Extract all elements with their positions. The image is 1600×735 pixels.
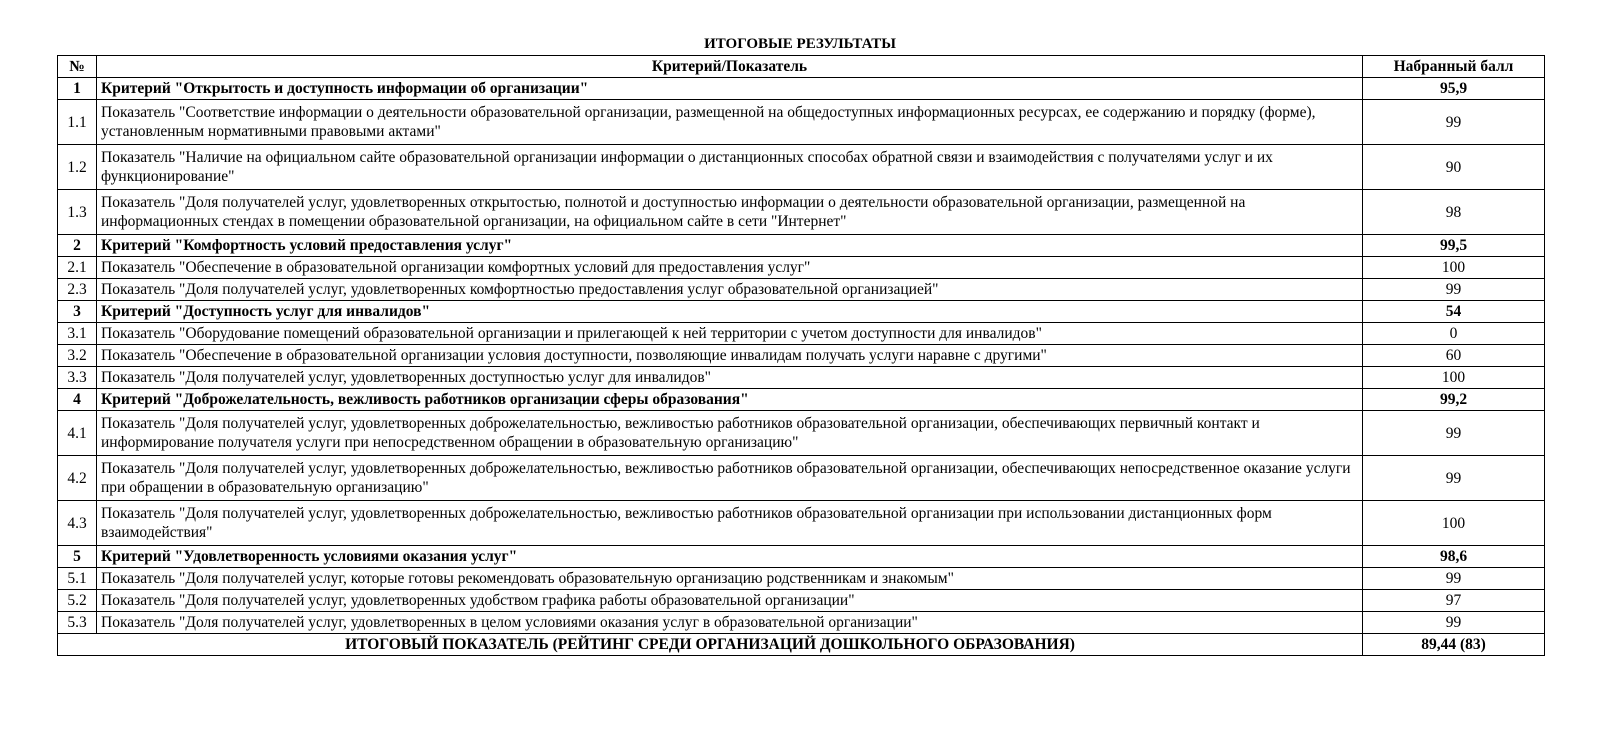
row-number: 2.1 xyxy=(58,257,97,279)
indicator-row xyxy=(58,612,1545,634)
row-number: 2.3 xyxy=(58,279,97,301)
row-text: Показатель "Доля получателей услуг, удовлетворенных удобством графика работы образовательной организации" xyxy=(97,590,1363,612)
indicator-row xyxy=(58,568,1545,590)
indicator-row xyxy=(58,145,1545,190)
row-number: 2 xyxy=(58,235,97,257)
criterion-row xyxy=(58,546,1545,568)
indicator-row xyxy=(58,279,1545,301)
row-text: Критерий "Комфортность условий предоставления услуг" xyxy=(97,235,1363,257)
row-score: 98,6 xyxy=(1363,546,1545,568)
row-score: 99 xyxy=(1363,279,1545,301)
row-text: Показатель "Доля получателей услуг, удовлетворенных доступностью услуг для инвалидов" xyxy=(97,367,1363,389)
indicator-row xyxy=(58,501,1545,546)
row-text: Показатель "Доля получателей услуг, удовлетворенных в целом условиями оказания услуг в образовательной организации" xyxy=(97,612,1363,634)
row-score: 97 xyxy=(1363,590,1545,612)
row-score: 99,5 xyxy=(1363,235,1545,257)
indicator-row xyxy=(58,411,1545,456)
row-number: 4 xyxy=(58,389,97,411)
row-score: 100 xyxy=(1363,501,1545,546)
row-text: Показатель "Доля получателей услуг, удовлетворенных комфортностью предоставления услуг образовательной организацией" xyxy=(97,279,1363,301)
row-text: Показатель "Обеспечение в образовательной организации комфортных условий для предоставления услуг" xyxy=(97,257,1363,279)
row-text: Показатель "Наличие на официальном сайте образовательной организации информации о дистанционных способах обратной связи и взаимодействия с получателями услуг и их функционирование" xyxy=(97,145,1363,190)
row-number: 4.3 xyxy=(58,501,97,546)
row-number: 5 xyxy=(58,546,97,568)
row-score: 99 xyxy=(1363,612,1545,634)
row-number: 5.1 xyxy=(58,568,97,590)
indicator-row xyxy=(58,367,1545,389)
row-score: 95,9 xyxy=(1363,78,1545,100)
criterion-row xyxy=(58,235,1545,257)
row-number: 3.3 xyxy=(58,367,97,389)
row-text: Показатель "Соответствие информации о деятельности образовательной организации, размещенной на общедоступных информационных ресурсах, ее содержанию и порядку (форме), установленным нормативными правовыми актами" xyxy=(97,100,1363,145)
row-text: Показатель "Оборудование помещений образовательной организации и прилегающей к ней территории с учетом доступности для инвалидов" xyxy=(97,323,1363,345)
row-text: Критерий "Открытость и доступность информации об организации" xyxy=(97,78,1363,100)
row-text: Показатель "Доля получателей услуг, удовлетворенных открытостью, полнотой и доступностью информации о деятельности образовательной организации, размещенной на информационных стендах в помещении образовательной организации, на официальном сайте в сети "Интернет" xyxy=(97,190,1363,235)
row-score: 100 xyxy=(1363,367,1545,389)
row-score: 98 xyxy=(1363,190,1545,235)
indicator-row xyxy=(58,323,1545,345)
row-text: Показатель "Доля получателей услуг, удовлетворенных доброжелательностью, вежливостью работников образовательной организации, обеспечивающих первичный контакт и информирование получателя услуги при непосредственном обращении в образовательную организацию" xyxy=(97,411,1363,456)
row-text: Показатель "Доля получателей услуг, удовлетворенных доброжелательностью, вежливостью работников образовательной организации, обеспечивающих непосредственное оказание услуги при обращении в образовательную организацию" xyxy=(97,456,1363,501)
row-number: 3.2 xyxy=(58,345,97,367)
page-title: ИТОГОВЫЕ РЕЗУЛЬТАТЫ xyxy=(704,36,896,52)
row-score: 0 xyxy=(1363,323,1545,345)
row-number: 3.1 xyxy=(58,323,97,345)
row-text: Показатель "Обеспечение в образовательной организации условия доступности, позволяющие инвалидам получать услуги наравне с другими" xyxy=(97,345,1363,367)
total-row xyxy=(58,634,1545,656)
row-number: 5.3 xyxy=(58,612,97,634)
header-num: № xyxy=(58,56,97,78)
indicator-row xyxy=(58,190,1545,235)
row-text: Показатель "Доля получателей услуг, удовлетворенных доброжелательностью, вежливостью работников образовательной организации при использовании дистанционных форм взаимодействия" xyxy=(97,501,1363,546)
indicator-row xyxy=(58,257,1545,279)
criterion-row xyxy=(58,389,1545,411)
row-text: Показатель "Доля получателей услуг, которые готовы рекомендовать образовательную организацию родственникам и знакомым" xyxy=(97,568,1363,590)
row-score: 99 xyxy=(1363,568,1545,590)
row-score: 99 xyxy=(1363,100,1545,145)
row-score: 99 xyxy=(1363,411,1545,456)
total-label: ИТОГОВЫЙ ПОКАЗАТЕЛЬ (РЕЙТИНГ СРЕДИ ОРГАНИЗАЦИЙ ДОШКОЛЬНОГО ОБРАЗОВАНИЯ) xyxy=(58,634,1363,656)
row-number: 4.1 xyxy=(58,411,97,456)
row-score: 54 xyxy=(1363,301,1545,323)
row-text: Критерий "Удовлетворенность условиями оказания услуг" xyxy=(97,546,1363,568)
row-score: 100 xyxy=(1363,257,1545,279)
results-table xyxy=(57,55,1545,656)
indicator-row xyxy=(58,345,1545,367)
row-score: 99 xyxy=(1363,456,1545,501)
row-number: 3 xyxy=(58,301,97,323)
indicator-row xyxy=(58,100,1545,145)
row-score: 60 xyxy=(1363,345,1545,367)
header-row xyxy=(58,56,1545,78)
row-score: 99,2 xyxy=(1363,389,1545,411)
header-criterion: Критерий/Показатель xyxy=(97,56,1363,78)
row-number: 1.1 xyxy=(58,100,97,145)
row-number: 4.2 xyxy=(58,456,97,501)
row-text: Критерий "Доброжелательность, вежливость работников организации сферы образования" xyxy=(97,389,1363,411)
criterion-row xyxy=(58,78,1545,100)
row-score: 90 xyxy=(1363,145,1545,190)
indicator-row xyxy=(58,456,1545,501)
indicator-row xyxy=(58,590,1545,612)
criterion-row xyxy=(58,301,1545,323)
row-number: 5.2 xyxy=(58,590,97,612)
row-number: 1.2 xyxy=(58,145,97,190)
row-number: 1 xyxy=(58,78,97,100)
total-score: 89,44 (83) xyxy=(1363,634,1545,656)
header-score: Набранный балл xyxy=(1363,56,1545,78)
row-number: 1.3 xyxy=(58,190,97,235)
row-text: Критерий "Доступность услуг для инвалидов" xyxy=(97,301,1363,323)
